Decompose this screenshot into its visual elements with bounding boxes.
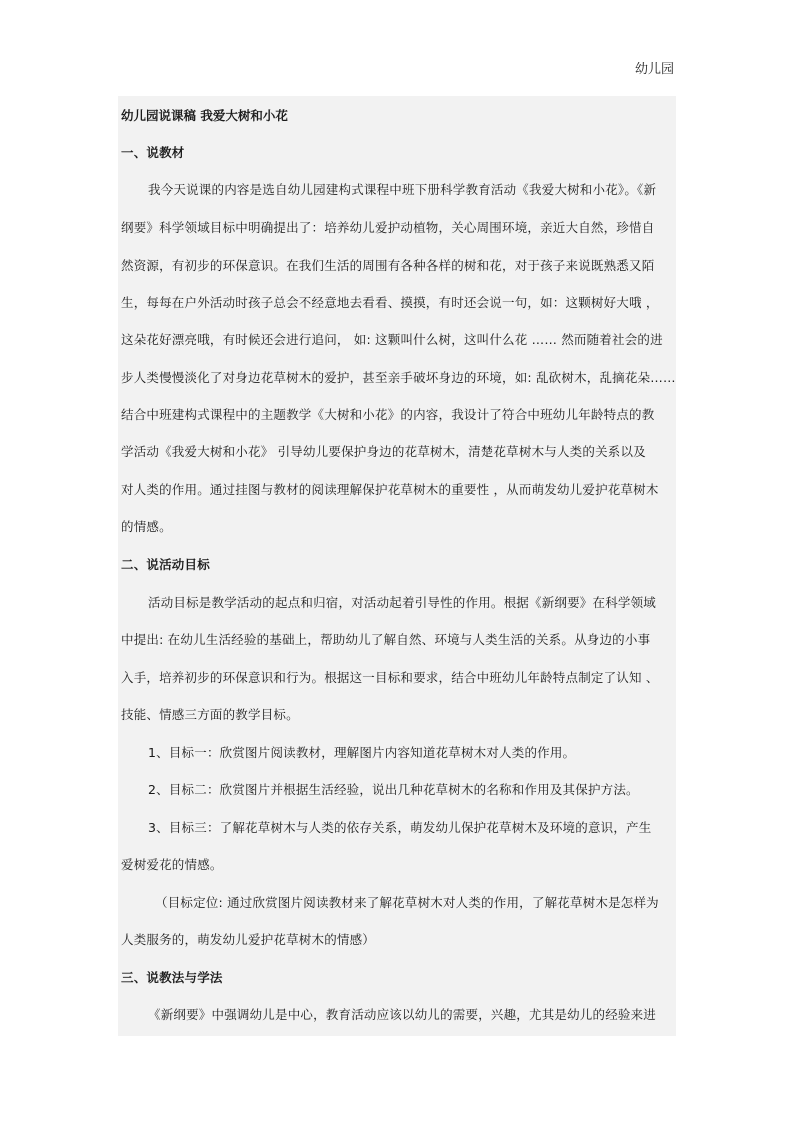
paragraph-line: 结合中班建构式课程中的主题教学《大树和小花》的内容，我设计了符合中班幼儿年龄特点的教 bbox=[121, 407, 655, 422]
paragraph-line: 《新纲要》中强调幼儿是中心，教育活动应该以幼儿的需要，兴趣，尤其是幼儿的经验来进 bbox=[148, 1007, 657, 1022]
header-label: 幼儿园 bbox=[634, 62, 674, 77]
paragraph-line: 入手，培养初步的环保意识和行为。根据这一目标和要求，结合中班幼儿年龄特点制定了认知 、 bbox=[121, 670, 659, 685]
paragraph-line: 步人类慢慢淡化了对身边花草树木的爱护，甚至亲手破坏身边的环境，如: 乱砍树木，乱摘花朵…… bbox=[121, 370, 676, 385]
document-body bbox=[118, 96, 676, 1036]
paragraph-line: 技能、情感三方面的教学目标。 bbox=[121, 707, 299, 722]
goal-item-2: 2、目标二：欣赏图片并根据生活经验，说出几种花草树木的名称和作用及其保护方法。 bbox=[148, 782, 639, 797]
paragraph-line: 我今天说课的内容是选自幼儿园建构式课程中班下册科学教育活动《我爱大树和小花》。《新 bbox=[148, 182, 657, 197]
goal-note-line: 人类服务的，萌发幼儿爱护花草树木的情感） bbox=[121, 932, 376, 947]
paragraph-line: 爱树爱花的情感。 bbox=[121, 857, 223, 872]
goal-item-3: 3、目标三：了解花草树木与人类的依存关系，萌发幼儿保护花草树木及环境的意识，产生 bbox=[148, 820, 652, 835]
paragraph-line: 这朵花好漂亮哦，有时候还会进行追问， 如: 这颗叫什么树，这叫什么花 …… 然而随着社会的进 bbox=[121, 332, 663, 347]
goal-item-1: 1、目标一：欣赏图片阅读教材，理解图片内容知道花草树木对人类的作用。 bbox=[148, 745, 576, 760]
paragraph-line: 学活动《我爱大树和小花》 引导幼儿要保护身边的花草树木，清楚花草树木与人类的关系以及 bbox=[121, 444, 646, 459]
document-title: 幼儿园说课稿 我爱大树和小花 bbox=[121, 108, 288, 123]
paragraph-line: 活动目标是教学活动的起点和归宿，对活动起着引导性的作用。根据《新纲要》在科学领域 bbox=[148, 595, 657, 610]
section-heading-textbook: 一、说教材 bbox=[121, 145, 185, 160]
paragraph-line: 生，每每在户外活动时孩子总会不经意地去看看、摸摸，有时还会说一句，如：这颗树好大哦 ， bbox=[121, 295, 659, 310]
paragraph-line: 中提出: 在幼儿生活经验的基础上，帮助幼儿了解自然、环境与人类生活的关系。从身边的小事 bbox=[121, 632, 651, 647]
paragraph-line: 然资源，有初步的环保意识。在我们生活的周围有各种各样的树和花，对于孩子来说既熟悉又陌 bbox=[121, 258, 655, 273]
section-heading-methods: 三、说教法与学法 bbox=[121, 970, 223, 985]
goal-note-line: （目标定位: 通过欣赏图片阅读教材来了解花草树木对人类的作用，了解花草树木是怎样为 bbox=[155, 895, 659, 910]
paragraph-line: 纲要》科学领域目标中明确提出了：培养幼儿爱护动植物，关心周围环境，亲近大自然，珍惜自 bbox=[121, 220, 655, 235]
paragraph-line: 对人类的作用。通过挂图与教材的阅读理解保护花草树木的重要性 ，从而萌发幼儿爱护花草树木 bbox=[121, 482, 659, 497]
paragraph-line: 的情感。 bbox=[121, 519, 172, 534]
section-heading-goals: 二、说活动目标 bbox=[121, 557, 210, 572]
